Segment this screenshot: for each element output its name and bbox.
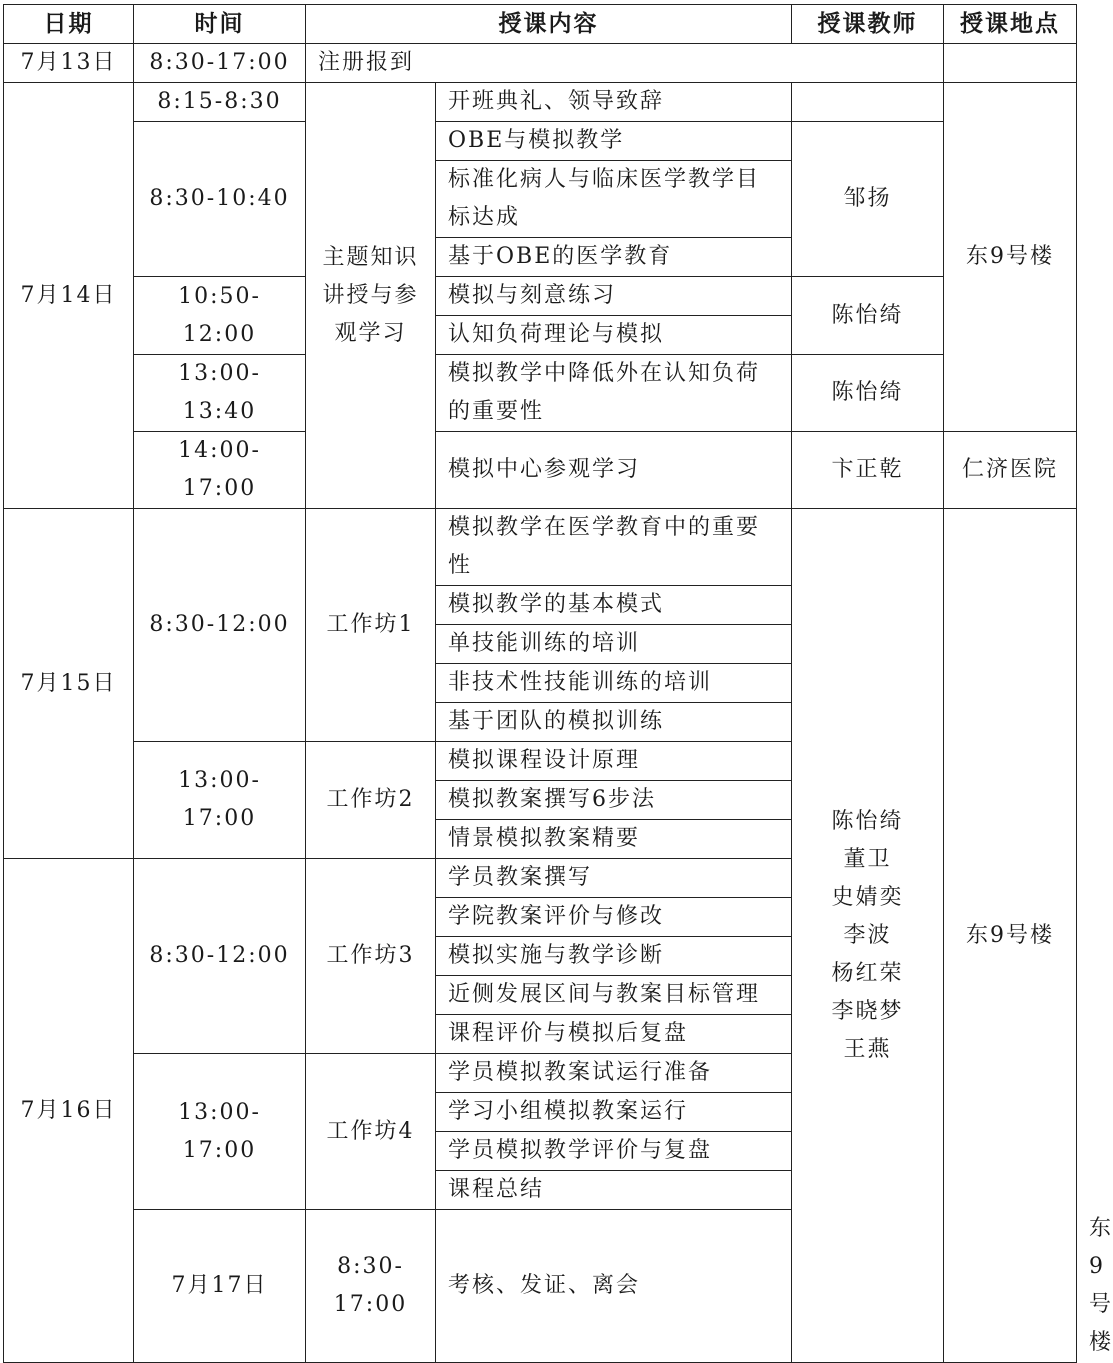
teacher-cell: 卞正乾 <box>792 432 944 509</box>
content-cell: 模拟教学在医学教育中的重要性 <box>436 509 792 586</box>
content-cell: 认知负荷理论与模拟 <box>436 316 792 355</box>
content-cell: 注册报到 <box>306 44 944 83</box>
table-row <box>4 277 1077 316</box>
content-cell: 非技术性技能训练的培训 <box>436 664 792 703</box>
content-cell: 学员模拟教学评价与复盘 <box>436 1132 792 1171</box>
date-cell: 7月17日 <box>134 1210 306 1363</box>
table-row <box>4 44 1077 83</box>
content-cell: 模拟课程设计原理 <box>436 742 792 781</box>
content-cell: 模拟中心参观学习 <box>436 432 792 509</box>
teacher-name: 李波 <box>843 922 892 948</box>
teacher-name: 董卫 <box>843 846 892 872</box>
time-cell: 8:15-8:30 <box>134 83 306 122</box>
content-cell: 模拟与刻意练习 <box>436 277 792 316</box>
table-row <box>4 83 1077 122</box>
header-time: 时间 <box>134 5 306 44</box>
content-cell: 学习小组模拟教案运行 <box>436 1093 792 1132</box>
schedule-table <box>3 4 1113 1363</box>
table-row <box>4 122 1077 161</box>
header-content: 授课内容 <box>306 5 792 44</box>
content-cell: 开班典礼、领导致辞 <box>436 83 792 122</box>
content-cell: 学员教案撰写 <box>436 859 792 898</box>
date-cell: 7月13日 <box>4 44 134 83</box>
content-cell: 课程总结 <box>436 1171 792 1210</box>
content-cell: 模拟教学中降低外在认知负荷的重要性 <box>436 355 792 432</box>
content-cell: 情景模拟教案精要 <box>436 820 792 859</box>
teacher-cell: 陈怡绮 <box>792 277 944 355</box>
date-cell: 7月16日 <box>4 859 134 1363</box>
content-cell: 近侧发展区间与教案目标管理 <box>436 976 792 1015</box>
content-cell: 课程评价与模拟后复盘 <box>436 1015 792 1054</box>
time-cell: 10:50-12:00 <box>134 277 306 355</box>
location-cell <box>944 44 1077 83</box>
table-row: 7月17日 8:30-17:00 考核、发证、离会 东9号楼 <box>4 1210 1077 1363</box>
workshop-cell: 工作坊4 <box>306 1054 436 1210</box>
teacher-cell: 陈怡绮 <box>792 355 944 432</box>
content-cell: 学院教案评价与修改 <box>436 898 792 937</box>
content-cell: 模拟教案撰写6步法 <box>436 781 792 820</box>
topic-cell: 主题知识讲授与参观学习 <box>306 83 436 509</box>
time-cell: 8:30-17:00 <box>134 44 306 83</box>
header-location: 授课地点 <box>944 5 1077 44</box>
time-cell: 13:00-17:00 <box>134 742 306 859</box>
content-cell: 学员模拟教案试运行准备 <box>436 1054 792 1093</box>
location-cell: 东9号楼 <box>944 509 1077 1363</box>
location-cell: 东9号楼 <box>944 83 1077 432</box>
time-cell: 8:30-12:00 <box>134 509 306 742</box>
workshop-cell: 工作坊1 <box>306 509 436 742</box>
content-cell: OBE与模拟教学 <box>436 122 792 161</box>
content-cell: 模拟教学的基本模式 <box>436 586 792 625</box>
workshop-cell: 工作坊2 <box>306 742 436 859</box>
content-cell: 模拟实施与教学诊断 <box>436 937 792 976</box>
time-cell: 14:00-17:00 <box>134 432 306 509</box>
content-cell: 基于OBE的医学教育 <box>436 238 792 277</box>
header-date: 日期 <box>4 5 134 44</box>
teacher-name: 王燕 <box>843 1036 892 1062</box>
header-row <box>4 5 1077 44</box>
content-cell: 标准化病人与临床医学教学目标达成 <box>436 161 792 238</box>
time-cell: 13:00-13:40 <box>134 355 306 432</box>
header-teacher: 授课教师 <box>792 5 944 44</box>
content-cell: 基于团队的模拟训练 <box>436 703 792 742</box>
time-cell: 8:30-17:00 <box>306 1210 436 1363</box>
teacher-cell: 邹扬 <box>792 122 944 277</box>
time-cell: 8:30-12:00 <box>134 859 306 1054</box>
workshop-cell: 工作坊3 <box>306 859 436 1054</box>
teacher-name: 陈怡绮 <box>831 808 904 834</box>
teacher-name: 杨红荣 <box>831 960 904 986</box>
teacher-cell <box>792 83 944 122</box>
time-cell: 13:00-17:00 <box>134 1054 306 1210</box>
content-cell: 单技能训练的培训 <box>436 625 792 664</box>
time-cell: 8:30-10:40 <box>134 122 306 277</box>
date-cell: 7月14日 <box>4 83 134 509</box>
teacher-name: 李晓梦 <box>831 998 904 1024</box>
teacher-name: 史婧奕 <box>831 884 904 910</box>
content-cell: 考核、发证、离会 <box>436 1210 1077 1363</box>
table-row <box>4 432 1077 509</box>
date-cell: 7月15日 <box>4 509 134 859</box>
location-cell: 仁济医院 <box>944 432 1077 509</box>
